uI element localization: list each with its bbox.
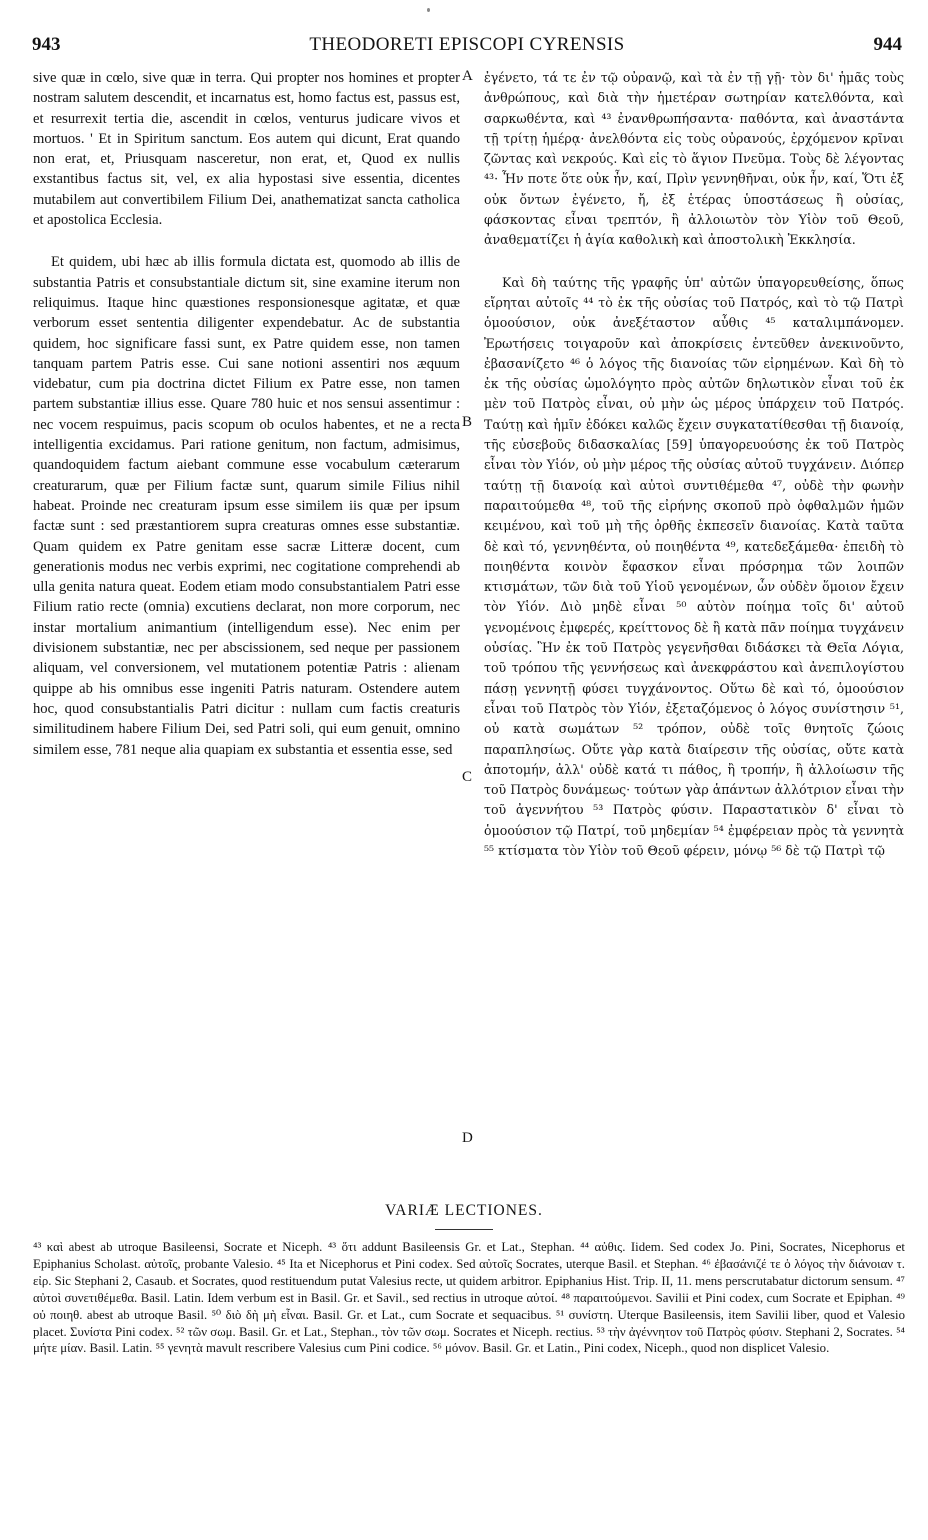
margin-letter-c: C bbox=[462, 769, 473, 785]
greek-column bbox=[484, 68, 904, 861]
greek-paragraph-2: Καὶ δὴ ταύτης τῆς γραφῆς ὑπ' αὐτῶν ὑπαγορευθείσης, ὅπως εἴρηται αὐτοῖς ⁴⁴ τὸ ἐκ τῆς οὐσίας τοῦ Πατρός, καὶ τὸ τῷ Πατρὶ ὁμοούσιον, οὐκ ἀνεξέταστον αὖθις ⁴⁵ καταλιμπάνομεν. Ἐρωτήσεις τοιγαροῦν καὶ ἀποκρίσεις ἐντεῦθεν ἀνεκινοῦντο, ἐβασανίζετο ⁴⁶ ὁ λόγος τῆς διανοίας τῶν εἰρημένων. Καὶ δὴ τὸ ἐκ τῆς οὐσίας ὡμολόγητο πρὸς αὐτῶν δηλωτικὸν εἶναι τοῦ ἐκ μὲν τοῦ Πατρὸς εἶναι, οὐ μὴν ὡς μέρος ὑπάρχειν τοῦ Πατρός. Ταύτῃ καὶ ἡμῖν ἐδόκει καλῶς ἔχειν συγκατατίθεσθαι τῇ διανοίᾳ, τῆς εὐσεβοῦς διδασκαλίας [59] ὑπαγορευούσης ἐκ τοῦ Πατρὸς εἶναι τὸν Υἱόν, οὐ μὴν μέρος τῆς οὐσίας αὐτοῦ τυγχάνειν. Διόπερ ταύτῃ τῇ διανοίᾳ καὶ αὐτοὶ συντιθέμεθα ⁴⁷, οὐδὲ τὴν φωνὴν παραιτούμεθα ⁴⁸, τοῦ τῆς εἰρήνης σκοποῦ πρὸ ὀφθαλμῶν ἡμῶν κειμένου, καὶ τοῦ μὴ τῆς ὀρθῆς ἐκπεσεῖν διανοίας. Κατὰ ταῦτα δὲ καὶ τό, γεννηθέντα, οὐ ποιηθέντα ⁴⁹, κατεδεξάμεθα· ἐπειδὴ τὸ ποιηθέντα κοινὸν ἔφασκον εἶναι πρόσρημα τῶν λοιπῶν κτισμάτων, τῶν διὰ τοῦ Υἱοῦ γενομένων, ὧν οὐδὲν ὅμοιον ἔχειν τὸν Υἱόν. Διὸ μηδὲ εἶναι ⁵⁰ αὐτὸν ποίημα τοῖς δι' αὐτοῦ γενομένοις ἐμφερές, κρείττονος δὲ ἢ κατὰ πᾶν ποίημα τυγχάνειν οὐσίας. Ἣν ἐκ τοῦ Πατρὸς γεγενῆσθαι διδάσκει τὰ Θεῖα Λόγια, τοῦ τρόπου τῆς γεννήσεως καὶ ἀνεκφράστου καὶ ἀνεπιλογίστου πάσῃ γεννητῇ φύσει τυγχάνοντος. Οὕτω δὲ καὶ τό, ὁμοούσιον εἶναι τοῦ Πατρὸς τὸν Υἱόν, ἐξεταζόμενος ὁ λόγος συνίστησιν ⁵¹, οὐ κατὰ σωμάτων ⁵² τρόπον, οὐδὲ τοῖς θνητοῖς ζώοις παραπλησίως. Οὔτε γὰρ κατὰ διαίρεσιν τῆς οὐσίας, οὔτε κατὰ ἀποτομήν, ἀλλ' οὐδὲ κατά τι πάθος, ἢ τροπήν, ἢ ἀλλοίωσιν τῆς τοῦ Πατρὸς δυνάμεως· τούτων γὰρ ἁπάντων ἀλλότριον εἶναι τὴν τοῦ ἀγεννήτου ⁵³ Πατρὸς φύσιν. Παραστατικὸν δ' εἶναι τὸ ὁμοούσιον τῷ Πατρί, τοῦ μηδεμίαν ⁵⁴ ἐμφέρειαν πρὸς τὰ γεννητὰ ⁵⁵ κτίσματα τὸν Υἱὸν τοῦ Θεοῦ φέρειν, μόνῳ ⁵⁶ δὲ τῷ Πατρὶ τῷ bbox=[484, 274, 904, 858]
margin-letter-b: B bbox=[462, 414, 473, 430]
latin-paragraph-2: Et quidem, ubi hæc ab illis formula dictata est, quomodo ab illis de substantia Patris et consubstantiale dictum sit, sine examine iterum non reliquimus. Itaque hinc quæstiones responsionesque agitatæ, et quæ verborum esset sententia diligenter expendebatur. Ac de substantia quidem, hoc significare fassi sunt, ex Patre quidem esse, non tamen tanquam partem Patris esse. Cui sane notioni assentiri nos æquum videbatur, cum pia doctrina dictet Filium ex Patre esse, non tamen partem substantiæ illius esse. Quare 780 huic et nos sensui assentimur : nec vocem respuimus, pacis scopum ob oculos habentes, et ne a recta intelligentia excidamus. Pari ratione genitum, non factum, admisimus, quandoquidem factum aiebant commune esse vocabulum cæterarum creaturarum, quæ per Filium factæ sunt, quarum simile Filius nihil habeat. Proinde nec creaturam ipsum esse similem iis quæ per ipsum factæ sunt : sed præstantiorem supra creaturas omnes esse substantiæ. Quam quidem ex Patre genitam esse sacræ Litteræ docent, cum generationis modus nec verbis exprimi, nec cogitatione comprehendi ab ulla genita natura queat. Eodem etiam modo consubstantialem Patri esse Filium ratio recte (omnia) excutiens declarat, non more corporum, nec instar mortalium animantium (intelligendum esse). Nec enim per divisionem substantiæ, nec per abscissionem, sed neque per passionem aliquam, vel conversionem, vel mutationem potentiæ Patris : alienam quippe ab his omnibus esse ingeniti Patris naturam. Ostendere autem hoc, quod consubstantialis Patri dicitur : nullam cum factis creaturis similitudinem habere Filium Dei, sed Patri soli, qui eum genuit, omnino similem esse, 781 neque alia quapiam ex substantia et essentia esse, sed bbox=[33, 254, 460, 758]
page-number-left: 943 bbox=[32, 34, 61, 55]
title-underline bbox=[435, 1229, 493, 1230]
page-number-right: 944 bbox=[873, 34, 902, 55]
page-header bbox=[32, 34, 902, 64]
ink-speck bbox=[427, 8, 430, 12]
variae-lectiones-notes: ⁴³ καὶ abest ab utroque Basileensi, Socrate et Niceph. ⁴³ ὅτι addunt Basileensis Gr. et Lat., Stephan. ⁴⁴ αὐθις. Iidem. Sed codex Jo. Pini, Socrates, Nicephorus et Epiphanius Scholast. αὐτοῖς, probante Valesio. ⁴⁵ Ita et Nicephorus et Pini codex. Sed αὐτοῖς Socrates, uterque Basil. et Stephan. ⁴⁶ ἐβασάνιζέ τε ὁ λόγος τὴν διάνοιαν τ. εἰρ. Sic Stephani 2, Casaub. et Socrates, quod restituendum putat Valesius recte, ut quidem arbitror. Epiphanius Hist. Trip. II, 11. mens perscrutabatur dictorum sensum. ⁴⁷ αὐτοὶ συνετιθέμεθα. Basil. Latin. Idem verbum est in Basil. Gr. et Savil., sed rectius in utroque αὐτοί. ⁴⁸ παραιτούμενοι. Savilii et Pini codex, cum Socrate et Epiphan. ⁴⁹ οὐ ποιηθ. abest ab utroque Basil. ⁵⁰ διὸ δὴ μὴ εἶναι. Basil. Gr. et Lat., cum Socrate et sequacibus. ⁵¹ συνίστη. Uterque Basileensis, item Savilii liber, quod et Valesio placet. Συνίστα Pini codex. ⁵² τῶν σωμ. Basil. Gr. et Lat., Stephan., τὸν τῶν σωμ. Socrates et Niceph. rectius. ⁵³ τὴν ἀγέννητον τοῦ Πατρὸς φύσιν. Stephani 2, Socrates. ⁵⁴ μήτε μίαν. Basil. Latin. ⁵⁵ γενητὰ mavult rescribere Valesius cum Pini codice. ⁵⁶ μόνον. Basil. Gr. et Latin., Pini codex, Niceph., quod non displicet Valesio. bbox=[33, 1240, 905, 1356]
margin-letter-d: D bbox=[462, 1130, 473, 1146]
running-title: THEODORETI EPISCOPI CYRENSIS bbox=[309, 34, 625, 55]
greek-paragraph-1: ἐγένετο, τά τε ἐν τῷ οὐρανῷ, καὶ τὰ ἐν τῇ γῇ· τὸν δι' ἡμᾶς τοὺς ἀνθρώπους, καὶ διὰ τὴν ἡμετέραν σωτηρίαν κατελθόντα, καὶ σαρκωθέντα, καὶ ⁴³ ἐνανθρωπήσαντα· παθόντα, καὶ ἀναστάντα τῇ τρίτῃ ἡμέρᾳ· ἀνελθόντα εἰς τοὺς οὐρανούς, ἐρχόμενον κρῖναι ζῶντας καὶ νεκρούς. Καὶ εἰς τὸ ἅγιον Πνεῦμα. Τοὺς δὲ λέγοντας ⁴³· Ἦν ποτε ὅτε οὐκ ἦν, καί, Πρὶν γεννηθῆναι, οὐκ ἦν, καί, Ὅτι ἐξ οὐκ ὄντων ἐγένετο, ἤ, ἐξ ἑτέρας ὑποστάσεως ἢ οὐσίας, φάσκοντας εἶναι τρεπτόν, ἢ ἀλλοιωτὸν τὸν Υἱὸν τοῦ Θεοῦ, ἀναθεματίζει ἡ ἁγία καθολικὴ καὶ ἀποστολικὴ Ἐκκλησία. bbox=[484, 70, 904, 248]
margin-letter-a: A bbox=[462, 68, 473, 84]
latin-column bbox=[33, 68, 460, 760]
variae-lectiones-title: VARIÆ LECTIONES. bbox=[385, 1202, 543, 1219]
latin-paragraph-1: sive quæ in cœlo, sive quæ in terra. Qui propter nos homines et propter nostram salutem descendit, et incarnatus est, homo factus est, passus est, et resurrexit tertia die, ascendit in cœlos, venturus judicare vivos et mortuos. ' Et in Spiritum sanctum. Eos autem qui dicunt, Erat quando non erat, et, Priusquam nasceretur, non erat, et, Quod ex nullis exstantibus factus sit, vel, ex alia hypostasi sive essentia, dicentes mutabilem aut convertibilem Filium Dei, anathematizat sancta catholica et apostolica Ecclesia. bbox=[33, 70, 460, 229]
